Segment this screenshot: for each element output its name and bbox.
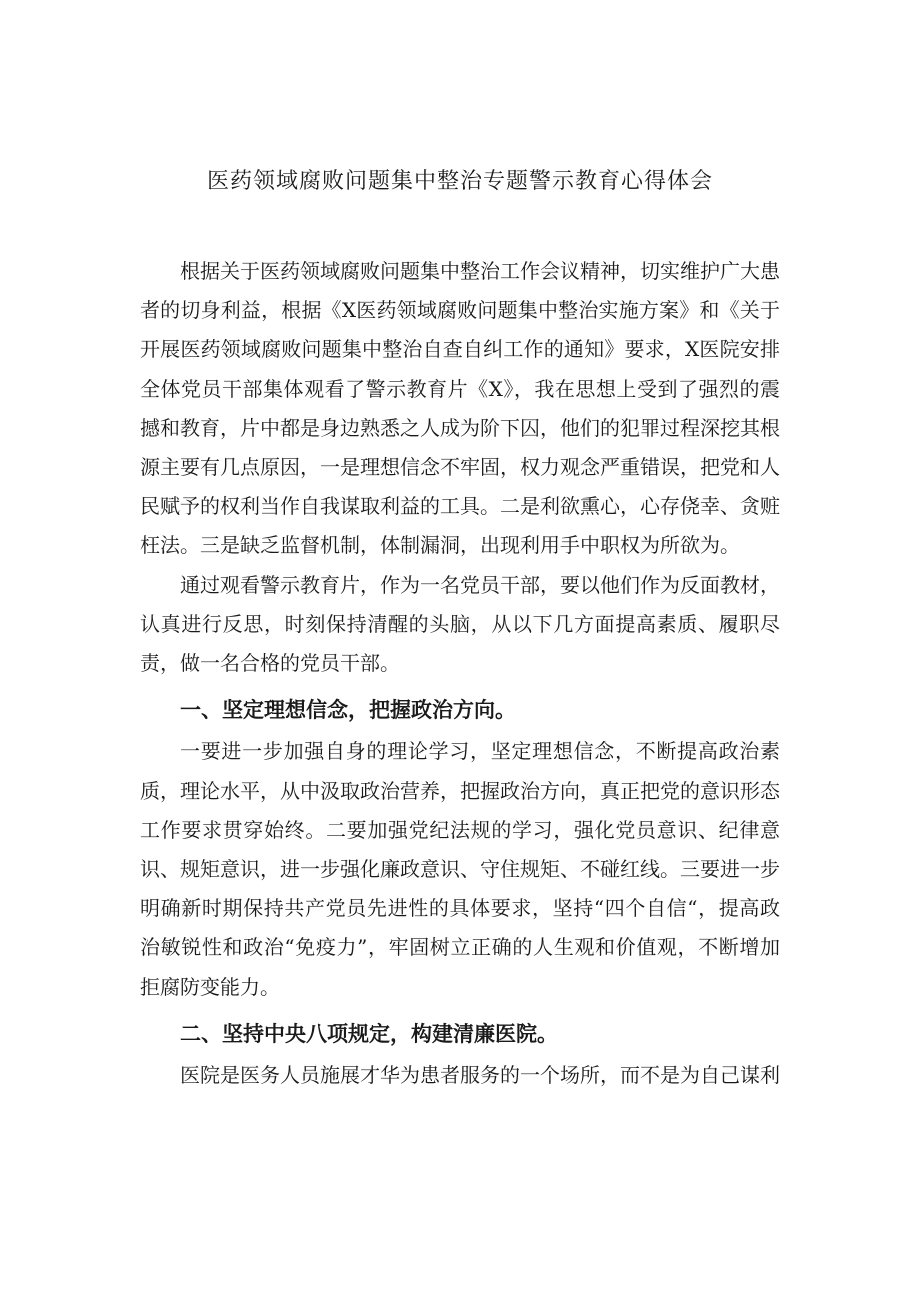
- document-title: 医药领域腐败问题集中整治专题警示教育心得体会: [206, 169, 713, 194]
- paragraph-intro: 根据关于医药领域腐败问题集中整治工作会议精神，切实维护广大患者的切身利益，根据《X医药领域腐败问题集中整治实施方案》和《关于开展医药领域腐败问题集中整治自查自纠工作的通知》要求，X医院安排全体党员干部集体观看了警示教育片《X》，我在思想上受到了强烈的震撼和教育，片中都是身边熟悉之人成为阶下囚，他们的犯罪过程深挖其根源主要有几点原因，一是理想信念不牢固，权力观念严重错误，把党和人民赋予的权利当作自我谋取利益的工具。二是利欲熏心，心存侥幸、贪赃枉法。三是缺乏监督机制，体制漏洞，出现利用手中职权为所欲为。: [140, 259, 780, 558]
- document-body: [140, 252, 780, 1095]
- section-heading-1: 一、坚定理想信念，把握政治方向。: [180, 698, 516, 723]
- section-heading-2: 二、坚持中央八项规定，构建清廉医院。: [180, 1021, 558, 1046]
- paragraph-section-1: 一要进一步加强自身的理论学习，坚定理想信念，不断提高政治素质，理论水平，从中汲取政治营养，把握政治方向，真正把党的意识形态工作要求贯穿始终。二要加强党纪法规的学习，强化党员意识、纪律意识、规矩意识，进一步强化廉政意识、守住规矩、不碰红线。三要进一步明确新时期保持共产党员先进性的具体要求，坚持“四个自信“，提高政治敏锐性和政治“免疫力”，牢固树立正确的人生观和价值观，不断增加拒腐防变能力。: [140, 739, 780, 999]
- paragraph-reflection: 通过观看警示教育片，作为一名党员干部，要以他们作为反面教材，认真进行反思，时刻保持清醒的头脑，从以下几方面提高素质、履职尽责，做一名合格的党员干部。: [140, 572, 780, 676]
- paragraph-section-2: 医院是医务人员施展才华为患者服务的一个场所，而不是为自己谋利: [180, 1063, 780, 1088]
